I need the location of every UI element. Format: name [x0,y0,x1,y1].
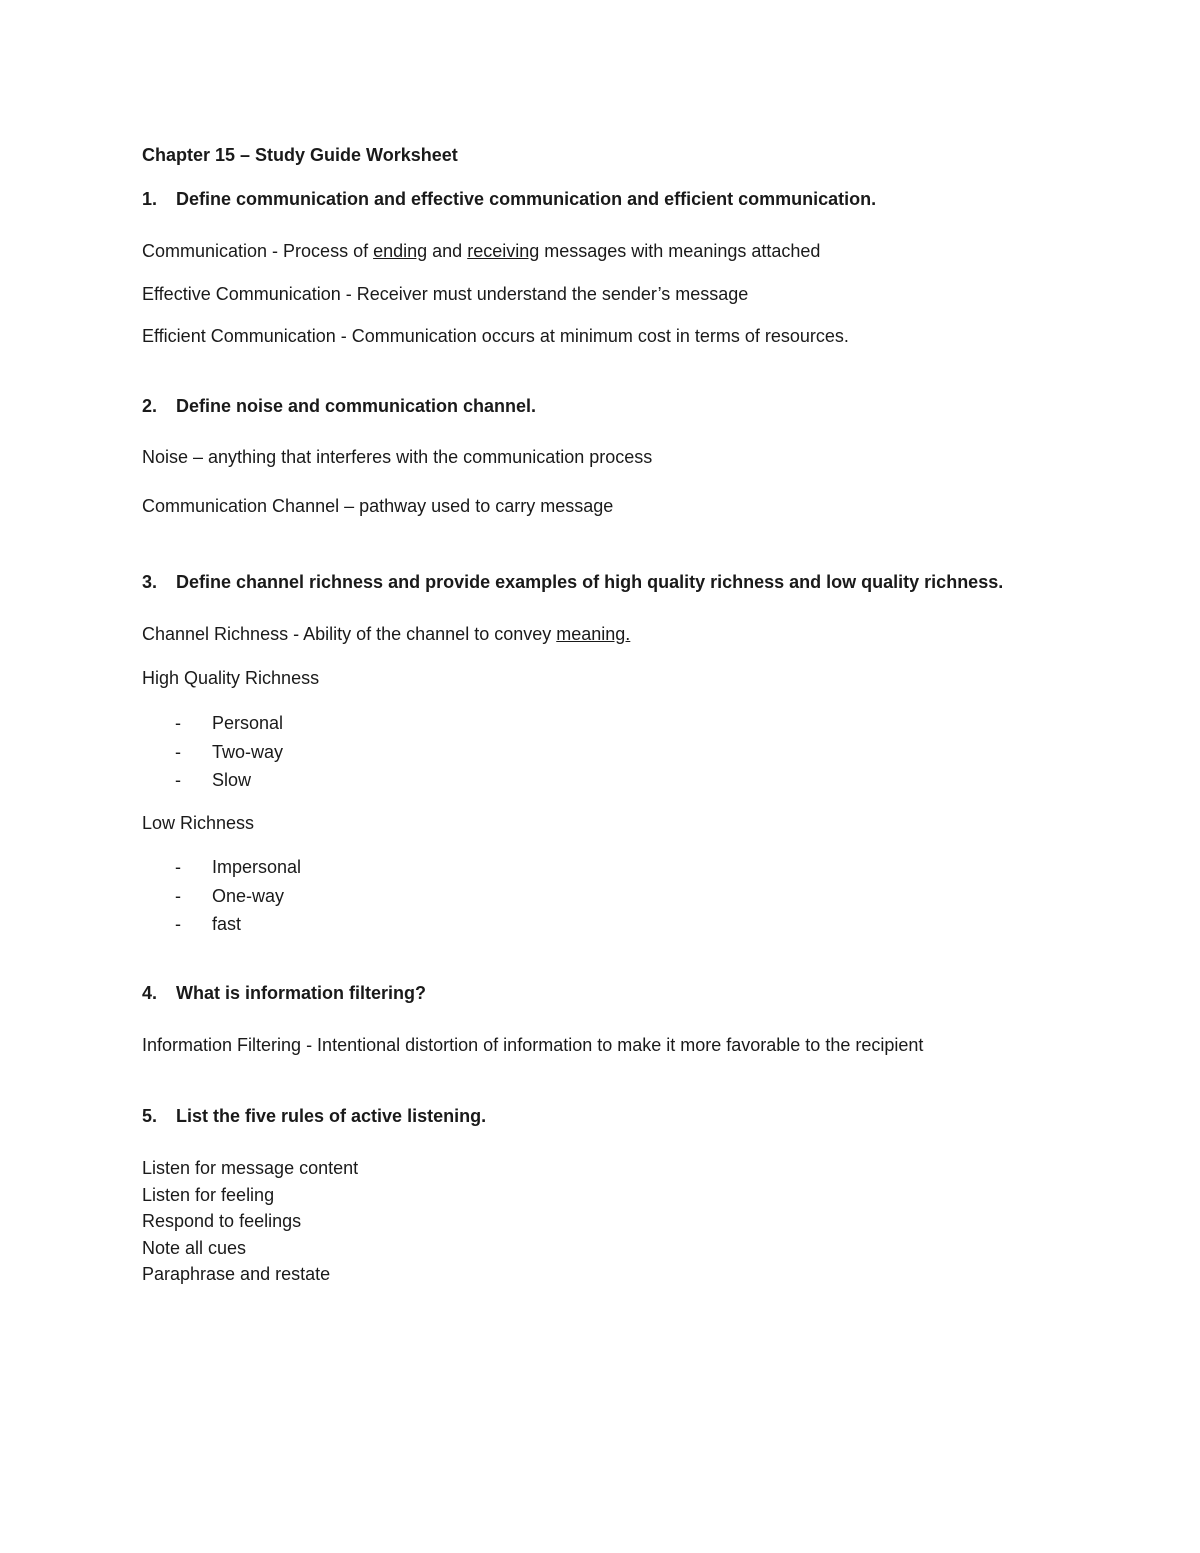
list-item [142,885,301,914]
list-item: Listen for message content [142,1158,359,1178]
underlined-word: meaning. [556,624,631,644]
dash-bullet: - [175,770,181,790]
answer-efficient-communication: Efficient Communication - Communication occurs at minimum cost in terms of resources. [142,326,849,346]
question-number: 5. [142,1106,158,1126]
list-item: Respond to feelings [142,1211,302,1231]
list-item: Listen for feeling [142,1184,275,1205]
question-3 [142,571,1003,594]
list-item [142,769,283,798]
list-item-text: Slow [212,770,252,790]
question-number: 4. [142,983,158,1003]
dash-bullet: - [175,741,181,762]
list-item: Note all cues [142,1237,247,1258]
list-item-text: Impersonal [212,857,302,877]
low-richness-label: Low Richness [142,813,255,833]
answer-noise: Noise – anything that interferes with the communication process [142,447,653,467]
answer-channel-richness [142,623,630,646]
question-text: Define communication and effective communication and efficient communication. [176,189,877,209]
question-text: What is information filtering? [176,983,426,1003]
list-item-text: Personal [212,713,284,733]
list-item: Paraphrase and restate [142,1264,331,1284]
dash-bullet: - [175,857,181,877]
answer-communication-channel: Communication Channel – pathway used to carry message [142,496,614,516]
question-number: 1. [142,189,158,209]
question-number: 3. [142,572,158,592]
high-richness-list [142,712,283,798]
list-item-text: One-way [212,885,285,906]
page-title: Chapter 15 – Study Guide Worksheet [142,145,458,165]
list-item [142,712,283,741]
answer-text: Channel Richness - Ability of the channel to convey [142,624,557,644]
answer-text: Communication - Process of [142,241,374,261]
question-text: Define noise and communication channel. [176,396,537,416]
high-richness-label: High Quality Richness [142,668,320,688]
answer-effective-communication: Effective Communication - Receiver must understand the sender’s message [142,284,749,304]
dash-bullet: - [175,914,181,934]
list-item [142,913,301,942]
answer-text: messages with meanings attached [539,241,821,261]
list-item-text: Two-way [212,741,284,762]
dash-bullet: - [175,713,181,733]
question-2 [142,395,536,418]
question-5 [142,1105,486,1128]
low-richness-list [142,856,301,942]
dash-bullet: - [175,885,181,906]
question-text: Define channel richness and provide examples of high quality richness and low quality richness. [176,572,1004,592]
question-1 [142,188,876,211]
active-listening-rules [142,1157,358,1290]
question-number: 2. [142,396,158,416]
underlined-word: ending [373,241,428,261]
list-item [142,856,301,885]
answer-communication [142,240,820,263]
question-text: List the five rules of active listening. [176,1106,487,1126]
question-4 [142,982,426,1005]
answer-information-filtering: Information Filtering - Intentional distortion of information to make it more favorable to the recipient [142,1035,924,1055]
list-item-text: fast [212,914,242,934]
answer-text: and [427,241,468,261]
underlined-word: receiving [467,241,540,261]
list-item [142,741,283,770]
